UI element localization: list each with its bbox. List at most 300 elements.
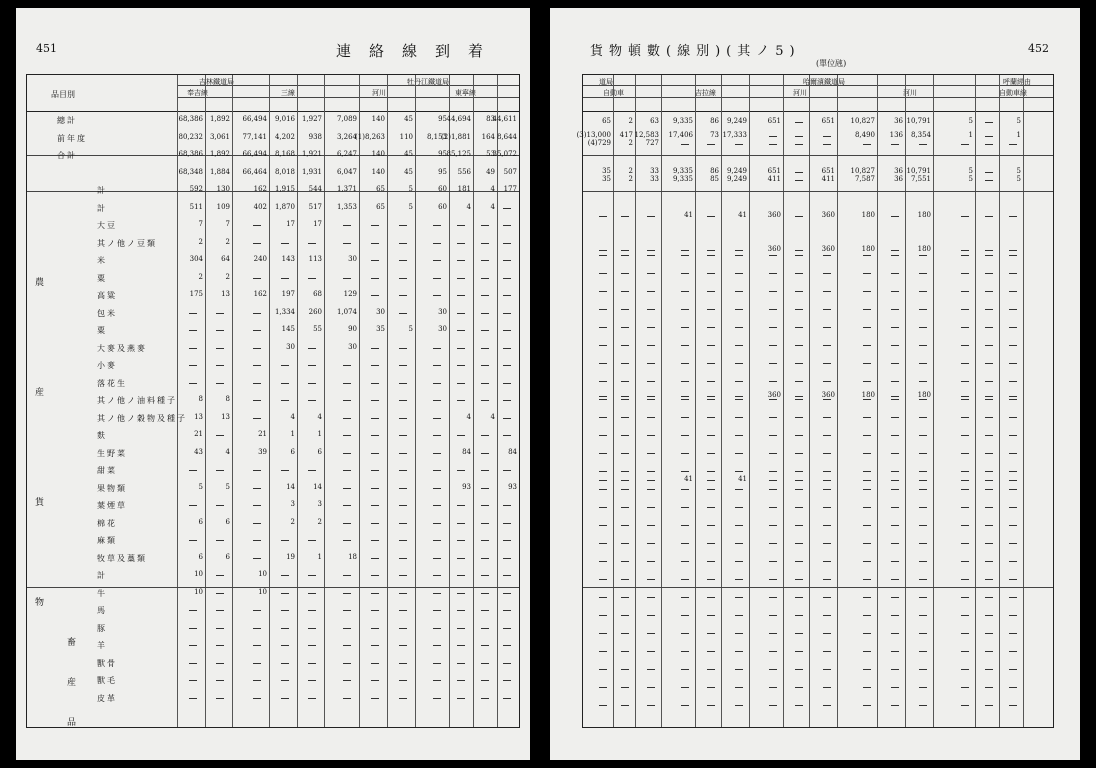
table-cell: 1,371 [336,185,357,193]
empty-cell-dash [681,309,689,310]
empty-cell-dash [795,180,803,181]
table-cell: 4 [490,202,495,211]
empty-cell-dash [823,543,831,544]
empty-cell-dash [1009,507,1017,508]
empty-cell-dash [503,330,511,331]
empty-cell-dash [503,593,511,594]
empty-cell-dash [399,243,407,244]
empty-cell-dash [599,651,607,652]
table-cell: 8 [198,395,203,403]
empty-cell-dash [707,291,715,292]
table-cell: 10 [258,587,267,596]
empty-cell-dash [308,470,316,471]
empty-cell-dash [681,417,689,418]
empty-cell-dash [795,273,803,274]
empty-cell-dash [681,250,689,251]
empty-cell-dash [795,291,803,292]
empty-cell-dash [621,651,629,652]
table-cell: 360 [767,391,781,399]
empty-cell-dash [647,453,655,454]
empty-cell-dash [1009,471,1017,472]
table-cell: 175 [189,290,203,298]
table-cell: 197 [281,290,295,298]
row-label: 皮革 [97,693,117,703]
empty-cell-dash [891,396,899,397]
empty-cell-dash [863,399,871,400]
empty-cell-dash [457,645,465,646]
table-cell: 10,827 [850,167,875,175]
empty-cell-dash [308,243,316,244]
empty-cell-dash [863,543,871,544]
table-cell: 9,249 [726,167,747,175]
empty-cell-dash [769,507,777,508]
table-cell: 145 [281,325,295,333]
empty-cell-dash [399,313,407,314]
empty-cell-dash [503,663,511,664]
table-cell: 162 [253,185,267,193]
empty-cell-dash [433,523,441,524]
empty-cell-dash [457,540,465,541]
empty-cell-dash [891,255,899,256]
empty-cell-dash [343,418,351,419]
empty-cell-dash [281,278,289,279]
empty-cell-dash [399,523,407,524]
empty-cell-dash [647,381,655,382]
table-cell: 1,870 [274,202,295,211]
table-cell: 304 [189,255,203,263]
empty-cell-dash [481,278,489,279]
table-cell: 2 [628,167,633,175]
empty-cell-dash [863,453,871,454]
left-page [16,8,530,760]
empty-cell-dash [769,255,777,256]
empty-cell-dash [599,480,607,481]
table-cell: 1 [1016,131,1021,139]
table-cell: 3 [290,500,295,508]
table-cell: 10 [194,570,203,578]
empty-cell-dash [707,471,715,472]
empty-cell-dash [769,144,777,145]
table-cell: 10 [258,570,267,578]
table-cell: 5 [1016,117,1021,125]
empty-cell-dash [891,507,899,508]
empty-cell-dash [599,363,607,364]
empty-cell-dash [823,381,831,382]
table-cell: 41 [684,475,693,483]
empty-cell-dash [863,669,871,670]
empty-cell-dash [795,399,803,400]
empty-cell-dash [621,579,629,580]
empty-cell-dash [985,615,993,616]
empty-cell-dash [647,579,655,580]
table-cell: 18 [348,552,357,561]
empty-cell-dash [457,558,465,559]
table-cell: 13 [194,412,203,421]
empty-cell-dash [919,309,927,310]
table-cell: 68,348 [178,167,203,176]
empty-cell-dash [399,663,407,664]
empty-cell-dash [1009,480,1017,481]
table-cell: 6,047 [336,167,357,176]
empty-cell-dash [961,399,969,400]
empty-cell-dash [795,633,803,634]
table-cell: 260 [308,307,322,316]
empty-cell-dash [433,383,441,384]
table-cell: 5 [408,185,413,193]
empty-cell-dash [919,579,927,580]
header-line-1: 奉吉線 [187,89,208,97]
empty-cell-dash [343,575,351,576]
empty-cell-dash [1009,543,1017,544]
table-cell: 1 [290,430,295,438]
table-cell: 651 [767,117,781,125]
empty-cell-dash [735,705,743,706]
empty-cell-dash [1009,327,1017,328]
empty-cell-dash [189,470,197,471]
empty-cell-dash [769,273,777,274]
empty-cell-dash [1009,291,1017,292]
table-cell: 6 [290,447,295,456]
empty-cell-dash [457,593,465,594]
empty-cell-dash [621,309,629,310]
empty-cell-dash [985,216,993,217]
table-cell: 12,583 [634,131,659,139]
empty-cell-dash [599,435,607,436]
empty-cell-dash [308,663,316,664]
table-cell: 45 [404,115,413,123]
empty-cell-dash [769,669,777,670]
empty-cell-dash [621,480,629,481]
empty-cell-dash [621,687,629,688]
empty-cell-dash [189,540,197,541]
empty-cell-dash [281,680,289,681]
empty-cell-dash [189,505,197,506]
empty-cell-dash [769,417,777,418]
empty-cell-dash [433,558,441,559]
empty-cell-dash [823,255,831,256]
empty-cell-dash [647,651,655,652]
empty-cell-dash [985,345,993,346]
empty-cell-dash [681,327,689,328]
table-cell: 8,644 [496,132,517,141]
table-cell: 8,490 [854,131,875,139]
empty-cell-dash [891,489,899,490]
empty-cell-dash [769,633,777,634]
table-cell: 30 [376,307,385,316]
empty-cell-dash [795,705,803,706]
table-cell: 6 [317,447,322,456]
empty-cell-dash [961,579,969,580]
empty-cell-dash [371,505,379,506]
table-cell: 180 [917,245,931,253]
empty-cell-dash [795,327,803,328]
empty-cell-dash [1009,273,1017,274]
empty-cell-dash [681,543,689,544]
empty-cell-dash [481,383,489,384]
table-cell: 162 [253,290,267,298]
empty-cell-dash [961,633,969,634]
table-cell: 9,335 [672,167,693,175]
row-label: 前年度 [57,133,87,143]
row-label: 葉煙草 [97,501,127,510]
empty-cell-dash [961,507,969,508]
empty-cell-dash [919,633,927,634]
table-cell: 95 [438,167,447,176]
table-cell: 17 [286,220,295,228]
empty-cell-dash [371,295,379,296]
empty-cell-dash [216,610,224,611]
table-cell: 113 [308,255,322,263]
empty-cell-dash [216,593,224,594]
empty-cell-dash [823,651,831,652]
empty-cell-dash [281,663,289,664]
empty-cell-dash [863,561,871,562]
empty-cell-dash [371,260,379,261]
empty-cell-dash [891,363,899,364]
empty-cell-dash [503,243,511,244]
empty-cell-dash [707,255,715,256]
empty-cell-dash [647,705,655,706]
table-cell: 68,386 [178,115,203,123]
empty-cell-dash [681,561,689,562]
empty-cell-dash [433,365,441,366]
empty-cell-dash [253,225,261,226]
empty-cell-dash [308,593,316,594]
empty-cell-dash [919,615,927,616]
table-cell: 4 [225,447,230,456]
table-cell: 9,249 [726,175,747,183]
empty-cell-dash [769,327,777,328]
empty-cell-dash [189,313,197,314]
empty-cell-dash [371,540,379,541]
empty-cell-dash [795,615,803,616]
empty-cell-dash [795,651,803,652]
empty-cell-dash [1009,363,1017,364]
empty-cell-dash [795,250,803,251]
empty-cell-dash [985,507,993,508]
table-cell: 651 [821,117,835,125]
empty-cell-dash [891,525,899,526]
row-label: 包米 [97,308,117,318]
table-cell: 1,892 [209,115,230,123]
empty-cell-dash [735,381,743,382]
empty-cell-dash [795,471,803,472]
table-cell: 5 [408,325,413,333]
empty-cell-dash [919,669,927,670]
empty-cell-dash [795,396,803,397]
empty-cell-dash [599,345,607,346]
table-cell: 93 [508,482,517,491]
empty-cell-dash [985,291,993,292]
empty-cell-dash [985,122,993,123]
empty-cell-dash [481,540,489,541]
table-cell: 41 [738,475,747,483]
table-cell: 30 [438,325,447,333]
empty-cell-dash [433,680,441,681]
empty-cell-dash [919,471,927,472]
empty-cell-dash [599,291,607,292]
empty-cell-dash [961,705,969,706]
empty-cell-dash [891,543,899,544]
empty-cell-dash [961,363,969,364]
empty-cell-dash [863,633,871,634]
table-cell: 30 [348,342,357,351]
table-cell: 360 [821,245,835,253]
empty-cell-dash [681,687,689,688]
empty-cell-dash [599,417,607,418]
empty-cell-dash [795,561,803,562]
empty-cell-dash [769,651,777,652]
empty-cell-dash [281,383,289,384]
empty-cell-dash [919,273,927,274]
table-cell: 9,335 [672,117,693,125]
empty-cell-dash [823,273,831,274]
empty-cell-dash [308,400,316,401]
empty-cell-dash [823,417,831,418]
table-cell: 66,464 [242,167,267,176]
empty-cell-dash [961,345,969,346]
table-cell: 143 [281,255,295,263]
row-label: 大豆 [97,221,117,230]
table-cell: 41 [738,211,747,219]
empty-cell-dash [399,400,407,401]
empty-cell-dash [795,309,803,310]
empty-cell-dash [795,453,803,454]
table-cell: 8 [225,395,230,403]
empty-cell-dash [1009,669,1017,670]
empty-cell-dash [503,348,511,349]
empty-cell-dash [647,396,655,397]
empty-cell-dash [919,291,927,292]
empty-cell-dash [985,136,993,137]
empty-cell-dash [189,645,197,646]
empty-cell-dash [308,698,316,699]
empty-cell-dash [1009,381,1017,382]
empty-cell-dash [371,470,379,471]
empty-cell-dash [481,645,489,646]
table-cell: 1,915 [274,185,295,193]
table-cell: 360 [767,245,781,253]
empty-cell-dash [399,540,407,541]
empty-cell-dash [189,330,197,331]
empty-cell-dash [647,250,655,251]
empty-cell-dash [599,471,607,472]
empty-cell-dash [823,597,831,598]
empty-cell-dash [985,363,993,364]
table-cell: 64 [221,255,230,263]
empty-cell-dash [216,698,224,699]
empty-cell-dash [371,698,379,699]
empty-cell-dash [823,687,831,688]
side-label-items: 物 [35,598,45,608]
empty-cell-dash [399,435,407,436]
empty-cell-dash [621,615,629,616]
empty-cell-dash [823,435,831,436]
empty-cell-dash [823,579,831,580]
empty-cell-dash [621,345,629,346]
empty-cell-dash [399,698,407,699]
row-label: 合計 [57,151,77,160]
empty-cell-dash [707,273,715,274]
empty-cell-dash [1009,489,1017,490]
row-label: 獸毛 [97,676,117,685]
empty-cell-dash [433,278,441,279]
empty-cell-dash [647,216,655,217]
empty-cell-dash [707,345,715,346]
empty-cell-dash [399,645,407,646]
empty-cell-dash [795,525,803,526]
empty-cell-dash [371,225,379,226]
empty-cell-dash [621,417,629,418]
table-cell: 1,074 [336,307,357,316]
empty-cell-dash [253,383,261,384]
empty-cell-dash [253,418,261,419]
empty-cell-dash [308,680,316,681]
empty-cell-dash [599,543,607,544]
empty-cell-dash [735,525,743,526]
table-cell: 14 [286,482,295,491]
empty-cell-dash [308,628,316,629]
empty-cell-dash [189,628,197,629]
table-cell: 80,232 [178,132,203,141]
empty-cell-dash [433,505,441,506]
empty-cell-dash [433,488,441,489]
empty-cell-dash [343,505,351,506]
empty-cell-dash [985,669,993,670]
empty-cell-dash [985,327,993,328]
empty-cell-dash [985,399,993,400]
empty-cell-dash [457,365,465,366]
empty-cell-dash [433,400,441,401]
table-cell: 5 [968,117,973,125]
empty-cell-dash [281,593,289,594]
empty-cell-dash [503,295,511,296]
empty-cell-dash [1009,396,1017,397]
empty-cell-dash [985,543,993,544]
empty-cell-dash [863,144,871,145]
table-cell: 9,016 [274,115,295,123]
table-cell: 9,249 [726,117,747,125]
empty-cell-dash [823,471,831,472]
empty-cell-dash [253,313,261,314]
table-cell: (3)13,000 [576,131,611,139]
row-label: 甜菜 [97,466,117,475]
table-cell: 7,587 [854,175,875,183]
empty-cell-dash [481,348,489,349]
table-cell: 2 [628,117,633,125]
empty-cell-dash [599,597,607,598]
empty-cell-dash [823,480,831,481]
empty-cell-dash [1009,216,1017,217]
empty-cell-dash [481,330,489,331]
table-cell: (2)1,881 [441,132,471,141]
empty-cell-dash [863,255,871,256]
empty-cell-dash [735,327,743,328]
empty-cell-dash [863,435,871,436]
table-cell: 938 [308,132,322,141]
unit-label: (單位瓲) [816,59,847,68]
empty-cell-dash [681,489,689,490]
table-cell: 2 [225,237,230,246]
empty-cell-dash [823,136,831,137]
empty-cell-dash [599,396,607,397]
empty-cell-dash [216,348,224,349]
table-cell: 360 [767,211,781,219]
empty-cell-dash [399,680,407,681]
empty-cell-dash [457,383,465,384]
table-cell: 53 [486,150,495,158]
table-cell: 411 [821,175,835,183]
